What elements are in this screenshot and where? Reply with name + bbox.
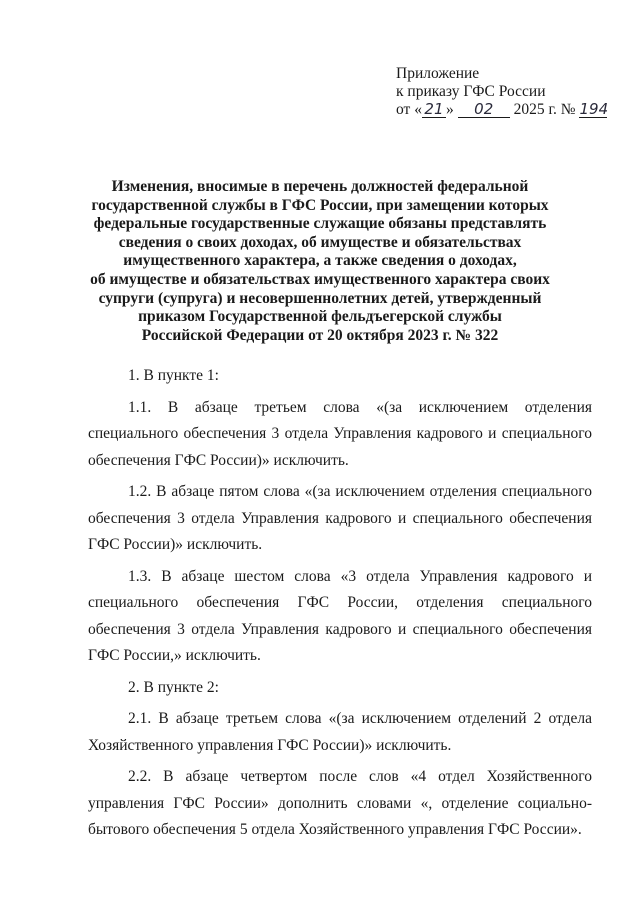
date-mid: » — [445, 101, 454, 118]
appendix-date-line — [396, 101, 607, 119]
title-line: Изменения, вносимые в перечень должностей федеральной — [111, 178, 529, 195]
title-line: Российской Федерации от 20 октября 2023 г. № 322 — [141, 326, 499, 344]
appendix-order-ref: к приказу ГФС России — [396, 83, 546, 100]
appendix-header — [396, 65, 607, 119]
appendix-label: Приложение — [396, 65, 480, 82]
title-line: государственной службы в ГФС России, при замещении которых — [91, 196, 549, 214]
handwritten-day: 21 — [422, 101, 446, 118]
paragraph-item-1-3: 1.3. В абзаце шестом слова «3 отдела Управления кадрового и специального обеспечения ГФС России, отделения специального обеспечения 3 отдела Управления кадрового и специального обеспечения ГФС России,» исключить. — [88, 567, 592, 664]
title-line: сведения о своих доходах, об имуществе и обязательствах — [118, 233, 522, 251]
year-and-number-label: 2025 г. № — [513, 101, 576, 118]
handwritten-month: 02 — [458, 101, 510, 118]
title-line: супруги (супруга) и несовершеннолетних детей, утвержденный — [98, 289, 542, 307]
document-title — [80, 178, 560, 345]
paragraph-item-2-2: 2.2. В абзаце четвертом после слов «4 отдел Хозяйственного управления ГФС России» дополнить словами «, отделение социально-бытового обеспечения 5 отдела Хозяйственного управления ГФС России». — [88, 768, 592, 838]
handwritten-order-number: 194 — [579, 100, 609, 118]
paragraph-item-1-1: 1.1. В абзаце третьем слова «(за исключением отделения специального обеспечения 3 отдела Управления кадрового и специального обеспечения ГФС России)» исключить. — [88, 398, 592, 469]
date-prefix: от « — [396, 101, 422, 118]
paragraph-item-1-2: 1.2. В абзаце пятом слова «(за исключением отделения специального обеспечения 3 отдела Управления кадрового и специального обеспечения ГФС России)» исключить. — [88, 483, 592, 553]
paragraph-item-1: 1. В пункте 1: — [128, 367, 219, 384]
paragraph-item-2-1: 2.1. В абзаце третьем слова «(за исключением отделений 2 отдела Хозяйственного управления ГФС России)» исключить. — [88, 710, 592, 754]
title-line: имущественного характера, а также сведения о доходах, — [123, 252, 517, 270]
title-line: об имуществе и обязательствах имущественного характера своих — [90, 270, 550, 288]
document-body — [88, 363, 592, 844]
title-line: федеральные государственные служащие обязаны представлять — [93, 215, 547, 233]
title-line: приказом Государственной фельдъегерской службы — [138, 308, 502, 326]
paragraph-item-2: 2. В пункте 2: — [128, 678, 219, 696]
